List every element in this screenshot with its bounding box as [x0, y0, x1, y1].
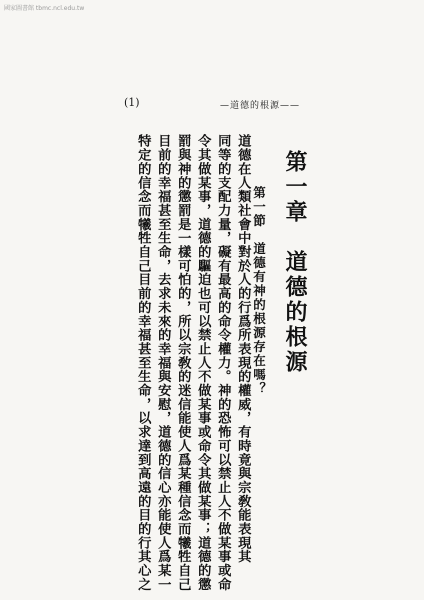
body-text-line: 同等的支配力量，礙有最高的命令權力。神的恐怖可以禁止人不做某事或命: [215, 134, 231, 592]
body-text-line: 罰與神的懲罰是一樣可怕的，所以宗敎的迷信能使人爲某種信念而犧牲自己: [175, 134, 191, 592]
body-text-line: 令其做某事，道德的驅迫也可以禁止人不做某事或命令其做某事；道德的懲: [195, 134, 211, 592]
body-text-line: 目前的幸福甚至生命，去求未來的幸福與安慰，道德的信心亦能使人爲某一: [155, 134, 171, 592]
chapter-title: 第一章 道德的根源: [282, 150, 308, 375]
section-title: 第一節 道德有神的根源存在嗎？: [251, 186, 267, 396]
body-text-line: 特定的信念而犧牲自己目前的幸福甚至生命，以求達到高遠的目的行其心之: [135, 134, 151, 592]
running-header: —道德的根源——: [220, 101, 301, 111]
body-text-line: 道德在人類社會中對於人的行爲所表現的權威，有時竟與宗敎能表現其: [235, 134, 251, 564]
page-number: (1): [124, 96, 140, 109]
library-watermark: 國家圖書館 tbmc.ncl.edu.tw: [4, 5, 85, 12]
